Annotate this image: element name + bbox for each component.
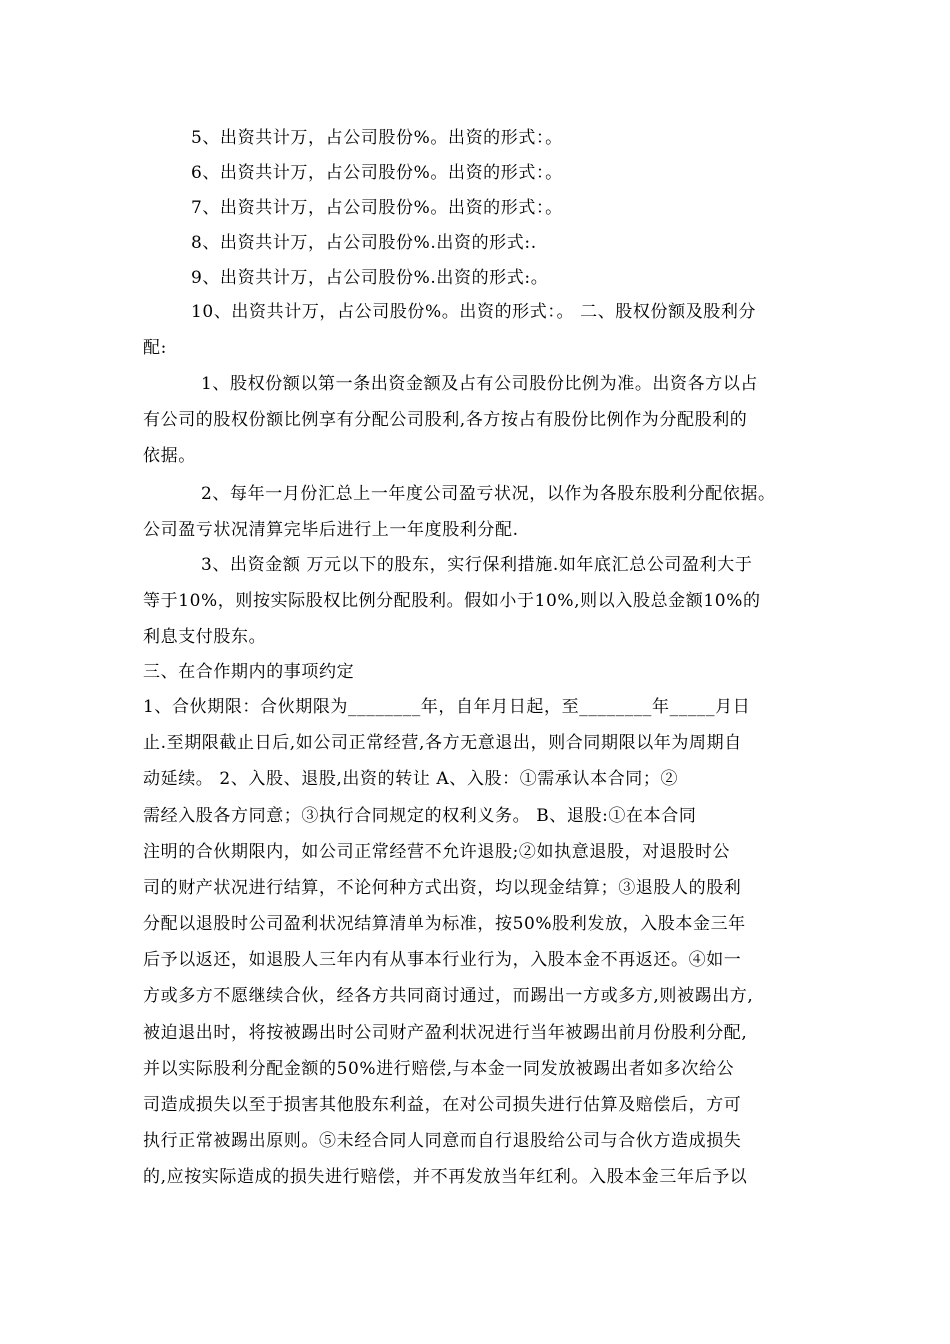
text-line: 注明的合伙期限内，如公司正常经营不允许退股;②如执意退股，对退股时公 (143, 842, 731, 862)
text-line: 被迫退出时，将按被踢出时公司财产盈利状况进行当年被踢出前月份股利分配, (143, 1023, 748, 1043)
text-line: 止.至期限截止日后,如公司正常经营,各方无意退出，则合同期限以年为周期自 (143, 733, 742, 753)
text-line: 1、合伙期限：合伙期限为________年，自年月日起，至________年_____月日 (143, 697, 751, 717)
text-line: 1、股权份额以第一条出资金额及占有公司股份比例为准。出资各方以占 (201, 374, 759, 394)
text-line: 执行正常被踢出原则。⑤未经合同人同意而自行退股给公司与合伙方造成损失 (143, 1131, 742, 1151)
clause-9-line: 9、出资共计万，占公司股份%.出资的形式:。 (191, 268, 549, 288)
text-line: 分配以退股时公司盈利状况结算清单为标准，按50%股利发放，入股本金三年 (143, 914, 746, 934)
clause-8-line: 8、出资共计万，占公司股份%.出资的形式:. (191, 233, 537, 253)
text-line: 等于10%，则按实际股权比例分配股利。假如小于10%,则以入股总金额10%的 (143, 591, 761, 611)
text-line: 方或多方不愿继续合伙，经各方共同商讨通过，而踢出一方或多方,则被踢出方, (143, 986, 754, 1006)
text-line: 动延续。 2、入股、退股,出资的转让 A、入股：①需承认本合同；② (143, 769, 679, 789)
text-line: 2、每年一月份汇总上一年度公司盈亏状况，以作为各股东股利分配依据。 (201, 484, 776, 504)
text-line: 司造成损失以至于损害其他股东利益，在对公司损失进行估算及赔偿后，方可 (143, 1095, 742, 1115)
text-line: 公司盈亏状况清算完毕后进行上一年度股利分配. (143, 520, 519, 540)
text-line: 并以实际股利分配金额的50%进行赔偿,与本金一同发放被踢出者如多次给公 (143, 1059, 735, 1079)
text-line: 需经入股各方同意；③执行合同规定的权利义务。 B、退股:①在本合同 (143, 806, 697, 826)
text-line: 利息支付股东。 (143, 627, 267, 647)
clause-6-line: 6、出资共计万，占公司股份%。出资的形式：。 (191, 163, 563, 183)
clause-10-line: 10、出资共计万，占公司股份%。出资的形式：。 二、股权份额及股利分 (191, 302, 757, 322)
clause-7-line: 7、出资共计万，占公司股份%。出资的形式：。 (191, 198, 563, 218)
text-line: 后予以返还，如退股人三年内有从事本行业行为，入股本金不再返还。④如一 (143, 950, 742, 970)
text-line: 有公司的股权份额比例享有分配公司股利,各方按占有股份比例作为分配股利的 (143, 410, 748, 430)
text-line: 司的财产状况进行结算，不论何种方式出资，均以现金结算；③退股人的股利 (143, 878, 742, 898)
text-line: 依据。 (143, 446, 196, 466)
text-line: 配: (143, 338, 167, 358)
text-line: 3、出资金额 万元以下的股东，实行保利措施.如年底汇总公司盈利大于 (201, 555, 753, 575)
section-heading: 三、在合作期内的事项约定 (143, 662, 355, 682)
text-line: 的,应按实际造成的损失进行赔偿，并不再发放当年红利。入股本金三年后予以 (143, 1167, 748, 1187)
clause-5-line: 5、出资共计万，占公司股份%。出资的形式：。 (191, 128, 563, 148)
